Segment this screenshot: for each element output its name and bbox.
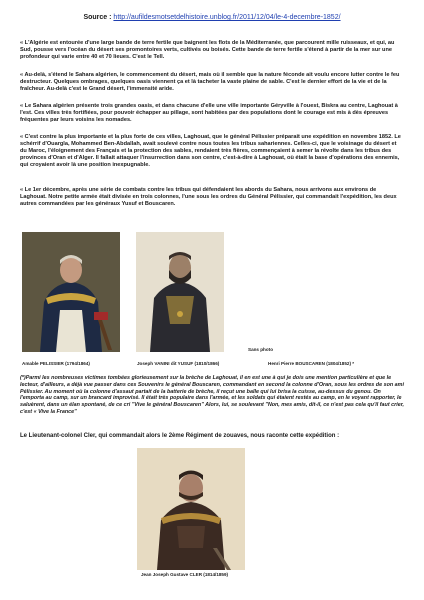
source-link[interactable]: http://aufildesmotsetdelhistoire.unblog.fr/2011/12/04/le-4-decembre-1852/ [113,14,341,21]
footnote-bouscaren: (*)Parmi les nombreuses victimes tombées glorieusement sur la brèche de Laghouat, il en est une à qui je dois une mention particulière et que le lecteur, d'ailleurs, a déjà vue passer dans ces Souvenirs le général Bouscaren, commandant en second la colonne d'Oran, sous les ordres de son ami Pélissier. Au moment où la colonne d'assaut partait de la batterie de brèche, il reçut une balle qui lui brisa la cuisse, au-dessus du genou. On l'emporta au camp, sur un brancard improvisé. Il était très populaire dans l'armée, et les soldats qui étaient restés au camp, en le voyant rapporter, le saluèrent, dans un élan spontané, de ce cri "Vive le général Bouscaren" Alors, lui, se soulevant "Non, mes amis, dit-il, ce n'est pas cela qu'il faut crier, c'est « Vive la France" [20,375,405,415]
caption-yusuf: Joseph VANINI dit YUSUF (1810/1866) [137,361,220,366]
paragraph-laghouat: « C'est contre la plus importante et la plus forte de ces villes, Laghouat, que le général Pélissier préparait une expédition en novembre 1852. Le schérrif d'Ouargla, Mohammed Ben-Abdallah, avait soulevé contre nous toutes les tribus sahariennes. Celles-ci, que le voisinage du désert et du Maroc, l'éloignement des Français et la protection des sables, rendaient très fières, commençaient à semer la révolte dans les tribus des provinces d'Oran et d'Alger. Il fallait attaquer l'insurrection dans son centre, c'est-à-dire à Laghouat, où était la base d'opérations des ennemis, qui croyaient avoir là une position inexpugnable. [20,134,401,169]
source-label: Source : [83,14,112,21]
caption-pelissier: Amable PELISSIER (1794/1864) [22,361,90,366]
paragraph-oasis: « Le Sahara algérien présente trois grandes oasis, et dans chacune d'elle une ville importante Géryville à l'ouest, Biskra au centre, Laghouat à l'est. Ces villes très fortifiées, pour pouvoir échapper au pillage, sont habitées par des populations dont le courage est mis à dès épreuves fréquentes par leurs voisins les nomades. [20,103,398,124]
intro-cler: Le Lieutenant-colonel Cler, qui commandait alors le 2ème Régiment de zouaves, nous raconte cette expédition : [20,433,340,439]
paragraph-december: « Le 1er décembre, après une série de combats contre les tribus qui défendaient les abords du Sahara, nous arrivons aux environs de Laghouat. Notre petite armée était divisée en trois colonnes, l'une sous les ordres du Général Pélissier, qui commandait l'expédition, les deux autres commandées par les généraux Yusuf et Bouscaren. [20,187,397,208]
sans-photo-note: Sans photo [248,347,274,352]
caption-bouscaren: Henri Pierre BOUSCAREN (1804/1852) * [268,361,355,366]
portrait-yusuf [136,232,224,352]
paragraph-tell: « L'Algérie est entourée d'une large bande de terre fertile que baignent les flots de la Méditerranée, que parcourent mille ruisseaux, et qui, au Sud, pousse vers l'océan du désert ses promontoires verts, cultivés ou boisés. Cette bande de terre fertile s'étend à partir de la mer sur une profondeur qui varie entre 40 et 70 lieues. C'est le Tell. [20,40,395,61]
paragraph-sahara: « Au-delà, s'étend le Sahara algérien, le commencement du désert, mais où il semble que la nature féconde ait voulu encore lutter contre le feu destructeur. Quelques ombrages, quelques oasis viennent ça et là tacheter la vaste plaine de sable. C'est le dernier effort de la vie et de la fraîcheur. Au-delà c'est le Grand désert, l'immensité aride. [20,72,400,93]
portrait-pelissier [22,232,120,352]
caption-cler: Jean Joseph Gustave CLER (1814/1859) [141,572,229,577]
source-line [0,14,424,21]
portrait-cler [137,448,245,570]
